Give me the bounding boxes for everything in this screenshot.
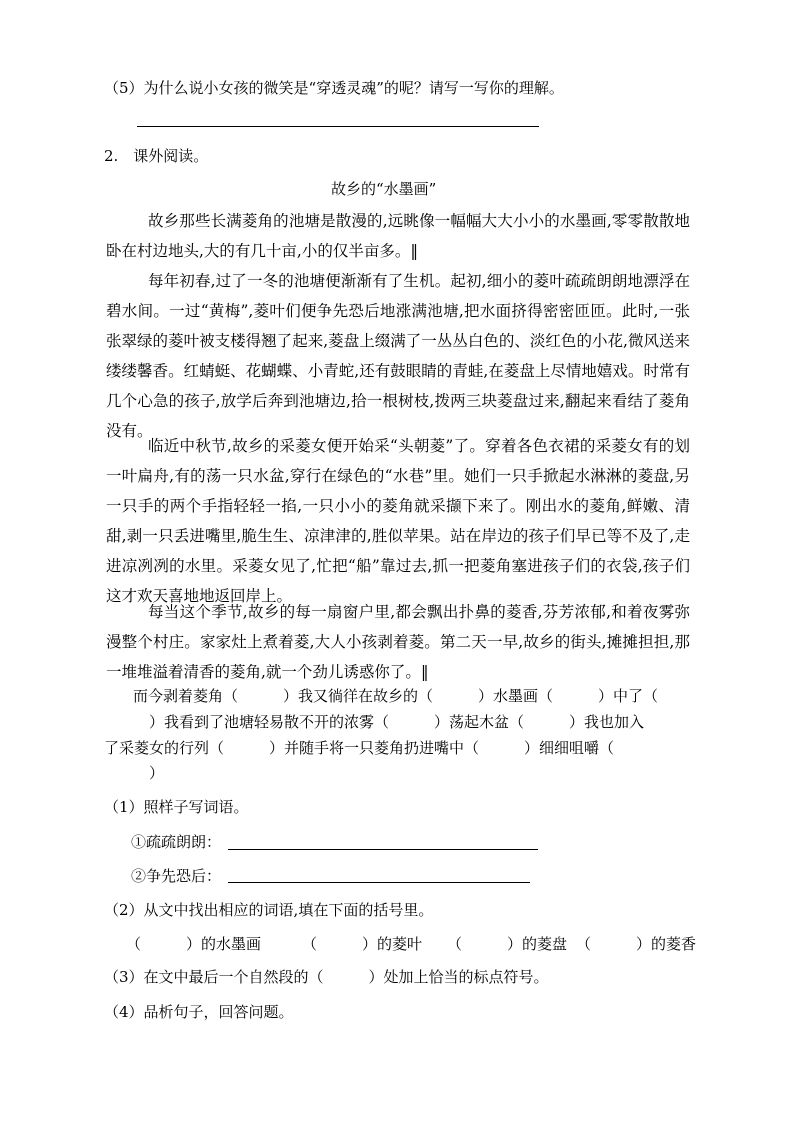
paragraph-3: 临近中秋节,故乡的采菱女便开始采“头朝菱”了。穿着各色衣裙的采菱女有的划一叶扁舟,有的荡一只水盆,穿行在绿色的“水巷”里。她们一只手掀起水淋淋的菱盘,另一只手的两个手指轻轻一掐,一只小小的菱角就采撷下来了。刚出水的菱角,鲜嫩、清甜,剥一只丢进嘴里,脆生生、凉津津的,胜似苹果。站在岸边的孩子们早已等不及了,走进凉冽冽的水里。采菱女见了,忙把“船”靠过去,抓一把菱角塞进孩子们的衣袋,孩子们这才欢天喜地地返回岸上。 — [106, 437, 690, 605]
question-2: （2）从文中找出相应的词语,填在下面的括号里。 — [104, 901, 434, 919]
article-title: 故乡的“水墨画” — [331, 180, 437, 198]
answer-line-q1-b[interactable] — [228, 882, 530, 883]
paragraph-2: 每年初春,过了一冬的池塘便渐渐有了生机。起初,细小的菱叶疏疏朗朗地漂浮在碧水间。一过“黄梅”,菱叶们便争先恐后地涨满池塘,把水面挤得密密匝匝。此时,一张张翠绿的菱叶被支楼得翘了起来,菱盘上缀满了一丛丛白色的、淡红色的小花,微风送来缕缕馨香。红蜻蜓、花蝴蝶、小青蛇,还有鼓眼睛的青蛙,在菱盘上尽情地嬉戏。时常有几个心急的孩子,放学后奔到池塘边,拾一根树枝,拨两三块菱盘过来,翻起来看结了菱角没有。 — [106, 272, 690, 440]
paragraph-4: 每当这个季节,故乡的每一扇窗户里,都会飘出扑鼻的菱香,芬芳浓郁,和着夜雾弥漫整个村庄。家家灶上煮着菱,大人小孩剥着菱。第二天一早,故乡的街头,摊摊担担,那一堆堆溢着清香的菱角,就一个劲儿诱惑你了。‖ — [106, 603, 690, 681]
paragraph-1: 故乡那些长满菱角的池塘是散漫的,远眺像一幅幅大大小小的水墨画,零零散散地卧在村边地头,大的有几十亩,小的仅半亩多。‖ — [106, 212, 690, 260]
question-1-item-b: ②争先恐后： — [131, 867, 222, 885]
question-2-item-3: （ ）的菱盘 — [447, 935, 568, 953]
section-2-heading: 2. 课外阅读。 — [104, 147, 209, 165]
question-4: （4）品析句子，回答问题。 — [104, 1003, 294, 1021]
answer-line-q1-a[interactable] — [228, 849, 538, 850]
question-1-item-a: ①疏疏朗朗： — [131, 833, 222, 851]
last-paragraph-line-2: ）我看到了池塘轻易散不开的浓雾（ ）荡起木盆（ ）我也加入 — [104, 713, 645, 731]
answer-line-q5[interactable] — [137, 126, 539, 127]
last-paragraph-line-3: 了采菱女的行列（ ）并随手将一只菱角扔进嘴中（ ）细细咀嚼（ — [104, 739, 615, 757]
last-paragraph-line-1: 而今剥着菱角（ ）我又徜徉在故乡的（ ）水墨画（ ）中了（ — [133, 687, 659, 705]
question-1: （1）照样子写词语。 — [104, 798, 249, 816]
question-3: （3）在文中最后一个自然段的（ ）处加上恰当的标点符号。 — [104, 968, 549, 986]
question-2-item-1: （ ）的水墨画 — [126, 935, 262, 953]
question-2-item-4: （ ）的菱香 — [576, 935, 697, 953]
question-5: （5）为什么说小女孩的微笑是“穿透灵魂”的呢？请写一写你的理解。 — [104, 79, 564, 97]
question-2-item-2: （ ）的菱叶 — [302, 935, 423, 953]
last-paragraph-line-4: ） — [104, 764, 165, 782]
